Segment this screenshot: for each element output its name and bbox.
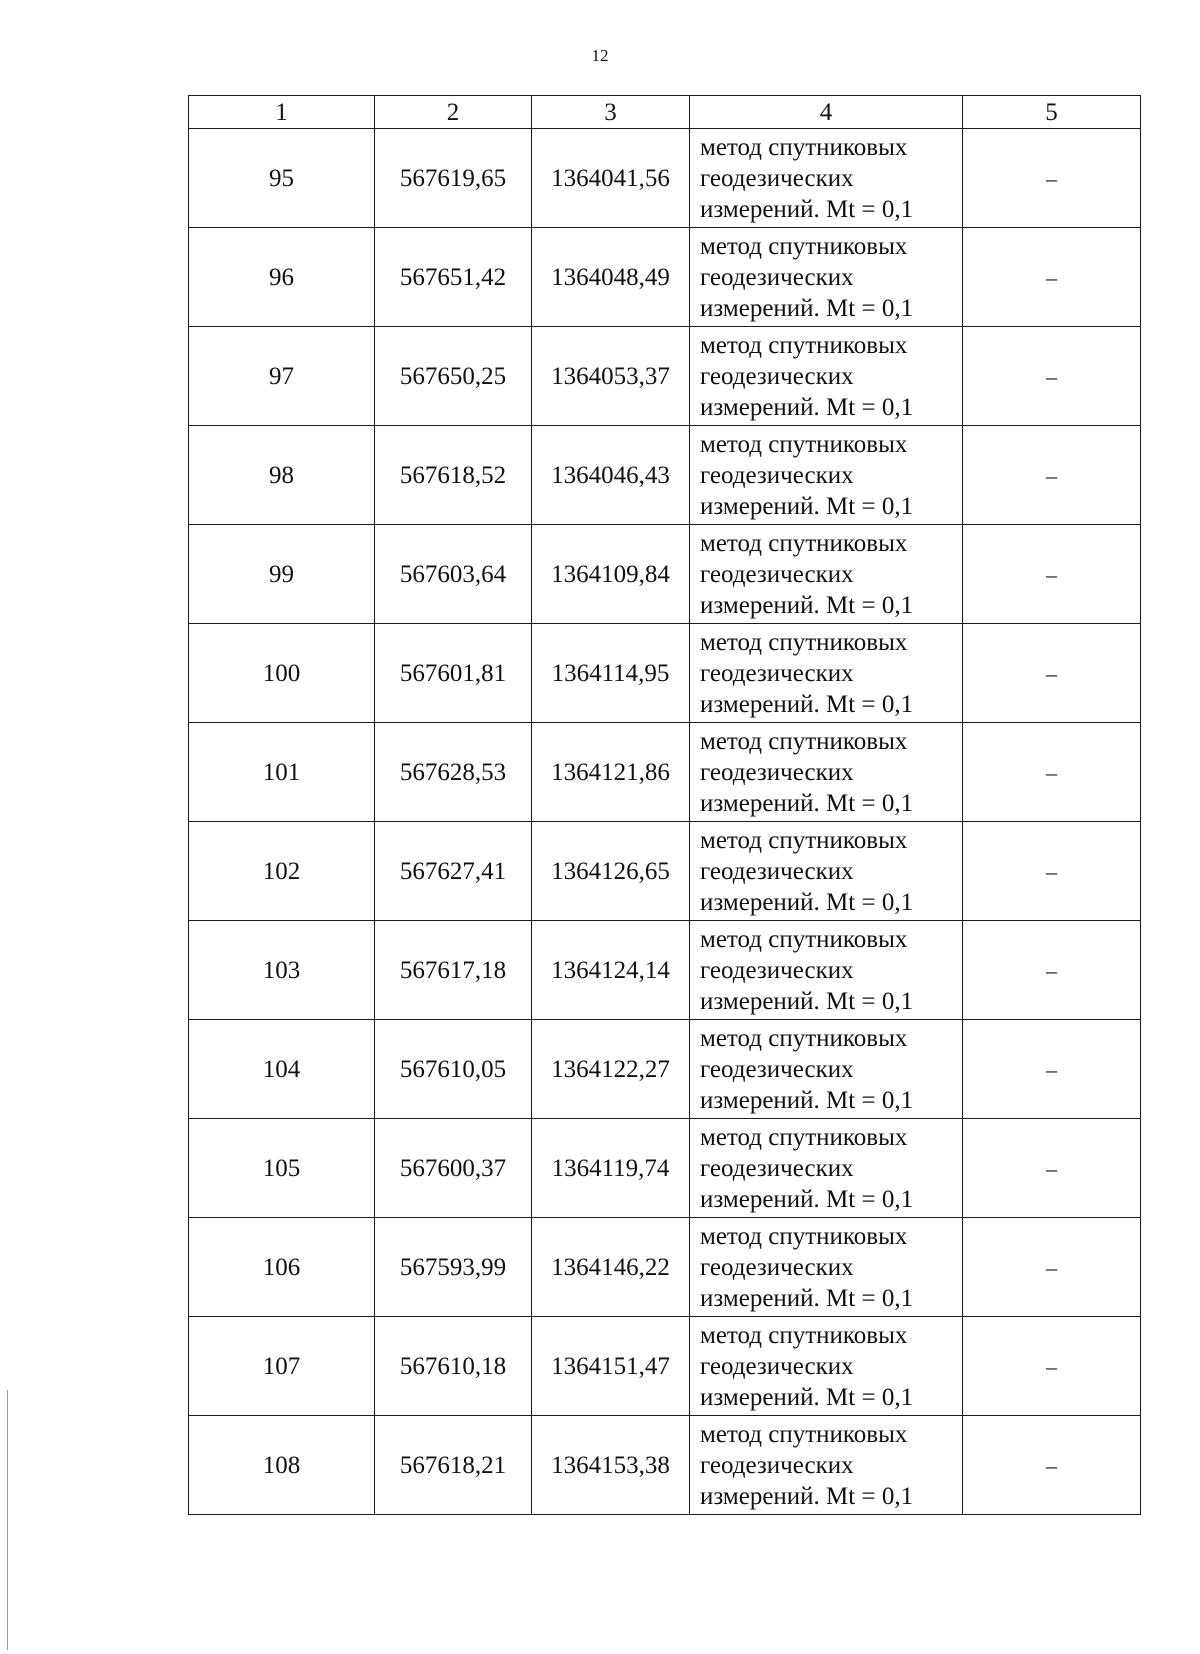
dash-mark: – (1046, 660, 1057, 686)
point-number-cell: 102 (189, 822, 375, 921)
y-coordinate-cell: 1364048,49 (532, 228, 690, 327)
note-cell (963, 1218, 1141, 1317)
dash-mark: – (1046, 462, 1057, 488)
table-row (189, 1416, 1141, 1515)
point-number-cell: 107 (189, 1317, 375, 1416)
method-cell (690, 723, 963, 822)
note-cell (963, 1119, 1141, 1218)
y-coordinate-cell: 1364114,95 (532, 624, 690, 723)
note-cell (963, 624, 1141, 723)
method-line: геодезических (700, 1154, 854, 1182)
dash-mark: – (1046, 561, 1057, 587)
x-coordinate-cell: 567603,64 (375, 525, 532, 624)
method-line: геодезических (700, 1451, 854, 1479)
method-line: измерений. Mt = 0,1 (700, 1482, 914, 1510)
method-line: геодезических (700, 560, 854, 588)
dash-mark: – (1046, 1353, 1057, 1379)
method-line: измерений. Mt = 0,1 (700, 393, 914, 421)
point-number-cell: 104 (189, 1020, 375, 1119)
coordinates-table (188, 95, 1141, 1515)
method-cell (690, 525, 963, 624)
method-line: геодезических (700, 1253, 854, 1281)
y-coordinate-cell: 1364126,65 (532, 822, 690, 921)
method-line: метод спутниковых (700, 628, 908, 656)
x-coordinate-cell: 567617,18 (375, 921, 532, 1020)
point-number-cell: 108 (189, 1416, 375, 1515)
table-row (189, 1020, 1141, 1119)
note-cell (963, 723, 1141, 822)
table-row (189, 921, 1141, 1020)
note-cell (963, 921, 1141, 1020)
x-coordinate-cell: 567619,65 (375, 129, 532, 228)
method-line: метод спутниковых (700, 331, 908, 359)
table-header-row (189, 96, 1141, 129)
point-number-cell: 96 (189, 228, 375, 327)
method-line: измерений. Mt = 0,1 (700, 987, 914, 1015)
table-row (189, 624, 1141, 723)
method-line: геодезических (700, 461, 854, 489)
method-line: метод спутниковых (700, 1420, 908, 1448)
method-line: геодезических (700, 659, 854, 687)
point-number-cell: 97 (189, 327, 375, 426)
method-line: геодезических (700, 362, 854, 390)
method-line: измерений. Mt = 0,1 (700, 195, 914, 223)
dash-mark: – (1046, 957, 1057, 983)
method-line: метод спутниковых (700, 430, 908, 458)
x-coordinate-cell: 567618,52 (375, 426, 532, 525)
method-cell (690, 822, 963, 921)
y-coordinate-cell: 1364121,86 (532, 723, 690, 822)
y-coordinate-cell: 1364119,74 (532, 1119, 690, 1218)
method-line: измерений. Mt = 0,1 (700, 789, 914, 817)
x-coordinate-cell: 567627,41 (375, 822, 532, 921)
header-cell-4: 4 (690, 96, 963, 129)
header-cell-3: 3 (532, 96, 690, 129)
y-coordinate-cell: 1364153,38 (532, 1416, 690, 1515)
method-line: метод спутниковых (700, 1321, 908, 1349)
note-cell (963, 426, 1141, 525)
method-cell (690, 1119, 963, 1218)
method-cell (690, 1020, 963, 1119)
method-line: метод спутниковых (700, 133, 908, 161)
method-cell (690, 1317, 963, 1416)
method-line: измерений. Mt = 0,1 (700, 888, 914, 916)
table-row (189, 1119, 1141, 1218)
method-cell (690, 228, 963, 327)
method-line: измерений. Mt = 0,1 (700, 294, 914, 322)
dash-mark: – (1046, 858, 1057, 884)
method-line: метод спутниковых (700, 925, 908, 953)
note-cell (963, 129, 1141, 228)
table-row (189, 426, 1141, 525)
x-coordinate-cell: 567618,21 (375, 1416, 532, 1515)
x-coordinate-cell: 567651,42 (375, 228, 532, 327)
method-line: измерений. Mt = 0,1 (700, 1383, 914, 1411)
y-coordinate-cell: 1364109,84 (532, 525, 690, 624)
dash-mark: – (1046, 1254, 1057, 1280)
x-coordinate-cell: 567610,18 (375, 1317, 532, 1416)
table-body (189, 96, 1141, 1515)
y-coordinate-cell: 1364124,14 (532, 921, 690, 1020)
method-line: измерений. Mt = 0,1 (700, 1185, 914, 1213)
dash-mark: – (1046, 264, 1057, 290)
method-line: метод спутниковых (700, 1222, 908, 1250)
x-coordinate-cell: 567628,53 (375, 723, 532, 822)
method-cell (690, 426, 963, 525)
method-line: метод спутниковых (700, 529, 908, 557)
point-number-cell: 99 (189, 525, 375, 624)
page-number: 12 (591, 46, 609, 65)
method-cell (690, 624, 963, 723)
method-cell (690, 1416, 963, 1515)
y-coordinate-cell: 1364146,22 (532, 1218, 690, 1317)
method-line: геодезических (700, 857, 854, 885)
table-row (189, 129, 1141, 228)
method-cell (690, 1218, 963, 1317)
method-line: метод спутниковых (700, 826, 908, 854)
point-number-cell: 105 (189, 1119, 375, 1218)
x-coordinate-cell: 567650,25 (375, 327, 532, 426)
x-coordinate-cell: 567610,05 (375, 1020, 532, 1119)
point-number-cell: 95 (189, 129, 375, 228)
note-cell (963, 1416, 1141, 1515)
dash-mark: – (1046, 1056, 1057, 1082)
method-line: метод спутниковых (700, 232, 908, 260)
y-coordinate-cell: 1364053,37 (532, 327, 690, 426)
note-cell (963, 822, 1141, 921)
method-line: метод спутниковых (700, 1123, 908, 1151)
method-line: измерений. Mt = 0,1 (700, 690, 914, 718)
note-cell (963, 327, 1141, 426)
table-row (189, 327, 1141, 426)
method-line: измерений. Mt = 0,1 (700, 1086, 914, 1114)
method-line: геодезических (700, 1352, 854, 1380)
point-number-cell: 106 (189, 1218, 375, 1317)
method-line: геодезических (700, 956, 854, 984)
method-line: измерений. Mt = 0,1 (700, 492, 914, 520)
dash-mark: – (1046, 1155, 1057, 1181)
note-cell (963, 1317, 1141, 1416)
method-line: метод спутниковых (700, 1024, 908, 1052)
note-cell (963, 525, 1141, 624)
table-row (189, 1317, 1141, 1416)
method-line: измерений. Mt = 0,1 (700, 1284, 914, 1312)
x-coordinate-cell: 567600,37 (375, 1119, 532, 1218)
dash-mark: – (1046, 363, 1057, 389)
table-row (189, 228, 1141, 327)
y-coordinate-cell: 1364046,43 (532, 426, 690, 525)
point-number-cell: 103 (189, 921, 375, 1020)
method-line: геодезических (700, 758, 854, 786)
y-coordinate-cell: 1364041,56 (532, 129, 690, 228)
method-line: метод спутниковых (700, 727, 908, 755)
method-line: геодезических (700, 1055, 854, 1083)
note-cell (963, 228, 1141, 327)
scan-margin-line (7, 1390, 8, 1650)
point-number-cell: 100 (189, 624, 375, 723)
method-line: измерений. Mt = 0,1 (700, 591, 914, 619)
method-cell (690, 327, 963, 426)
x-coordinate-cell: 567593,99 (375, 1218, 532, 1317)
table-row (189, 822, 1141, 921)
x-coordinate-cell: 567601,81 (375, 624, 532, 723)
header-cell-2: 2 (375, 96, 532, 129)
header-cell-1: 1 (189, 96, 375, 129)
y-coordinate-cell: 1364122,27 (532, 1020, 690, 1119)
note-cell (963, 1020, 1141, 1119)
table-row (189, 525, 1141, 624)
dash-mark: – (1046, 165, 1057, 191)
method-cell (690, 129, 963, 228)
table-row (189, 723, 1141, 822)
header-cell-5: 5 (963, 96, 1141, 129)
method-line: геодезических (700, 263, 854, 291)
point-number-cell: 98 (189, 426, 375, 525)
method-cell (690, 921, 963, 1020)
dash-mark: – (1046, 1452, 1057, 1478)
point-number-cell: 101 (189, 723, 375, 822)
dash-mark: – (1046, 759, 1057, 785)
method-line: геодезических (700, 164, 854, 192)
y-coordinate-cell: 1364151,47 (532, 1317, 690, 1416)
table-row (189, 1218, 1141, 1317)
